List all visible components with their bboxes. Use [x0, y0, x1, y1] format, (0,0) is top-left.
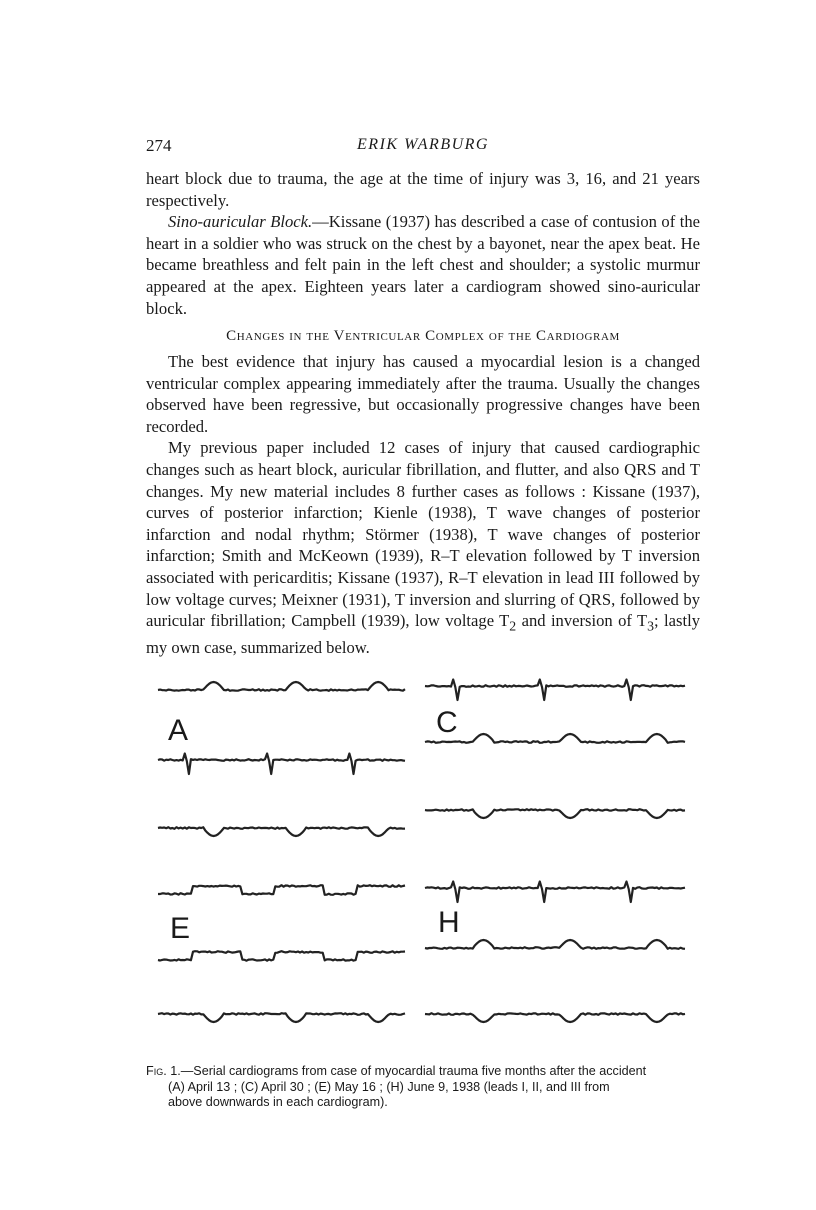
cardiogram-figure	[150, 648, 700, 1048]
paragraph-lead: Sino-auricular Block.	[168, 212, 313, 232]
paragraph: The best evidence that injury has caused a myocardial lesion is a changed ventricular complex appearing immediately after the trauma. Usually the changes observed have been regressive, but occasionally progressive changes have been recorded.	[146, 352, 700, 436]
ecg-trace	[425, 940, 685, 949]
paragraph-text: —Kissane (1937) has described a case of contusion of the heart in a soldier who was struck on the chest by a bayonet, near the apex beat. He became breathless and felt pain in the left chest and shoulder; a systolic murmur appeared at the apex. Eighteen years later a cardiogram showed sino-auricular block.	[146, 212, 700, 318]
paragraph	[146, 437, 700, 658]
paragraph-text: ; lastly my own case, summarized below.	[146, 611, 700, 658]
body-text-bottom	[146, 351, 700, 659]
section-heading: Changes in the Ventricular Complex of the Cardiogram	[226, 328, 620, 344]
caption-fig-label: Fig. 1.	[146, 1064, 181, 1078]
running-head: ERIK WARBURG	[357, 136, 489, 153]
figure-cardiograms	[150, 648, 700, 1048]
ecg-trace	[425, 1013, 685, 1022]
ecg-trace	[425, 734, 685, 743]
ecg-trace	[158, 682, 405, 691]
ecg-trace	[425, 680, 685, 701]
body-text-top	[146, 168, 700, 319]
ecg-trace	[158, 951, 405, 961]
page-number: 274	[146, 136, 172, 155]
ecg-trace	[425, 882, 685, 903]
panel-label-a: A	[168, 714, 189, 747]
ecg-trace	[158, 754, 405, 775]
panel-label-c: C	[436, 706, 458, 739]
caption-line	[146, 1064, 702, 1080]
ecg-trace	[158, 827, 405, 836]
paragraph: heart block due to trauma, the age at the time of injury was 3, 16, and 21 years respectively.	[146, 169, 700, 210]
subscript: 2	[509, 618, 517, 634]
caption-line: (A) April 13 ; (C) April 30 ; (E) May 16 ; (H) June 9, 1938 (leads I, II, and III from	[168, 1079, 610, 1094]
paragraph-text: and inversion of T	[521, 611, 648, 631]
figure-caption	[146, 1064, 702, 1111]
subscript: 3	[647, 618, 655, 634]
page-header	[146, 136, 700, 160]
caption-text: —Serial cardiograms from case of myocardial trauma five months after the accident	[180, 1064, 647, 1078]
caption-line: above downwards in each cardiogram).	[168, 1095, 388, 1109]
panel-label-h: H	[438, 906, 460, 939]
ecg-trace	[425, 809, 685, 818]
paragraph-text: My previous paper included 12 cases of injury that caused cardiographic changes such as heart block, auricular fibrillation, and flutter, and also QRS and T changes. My new material includes 8 further cases as follows : Kissane (1937), curves of posterior infarction; Kienle (1938), T wave changes of posterior infarction and nodal rhythm; Störmer (1938), T wave changes of posterior infarction; Smith and McKeown (1939), R–T elevation followed by T inversion associated with pericarditis; Kissane (1937), R–T elevation in lead III followed by low voltage curves; Meixner (1931), T inversion and slurring of QRS, followed by auricular fibrillation; Campbell (1939), low voltage T	[146, 438, 700, 631]
ecg-trace	[158, 1013, 405, 1022]
paragraph	[146, 211, 700, 319]
panel-label-e: E	[170, 912, 191, 945]
ecg-trace	[158, 885, 405, 895]
